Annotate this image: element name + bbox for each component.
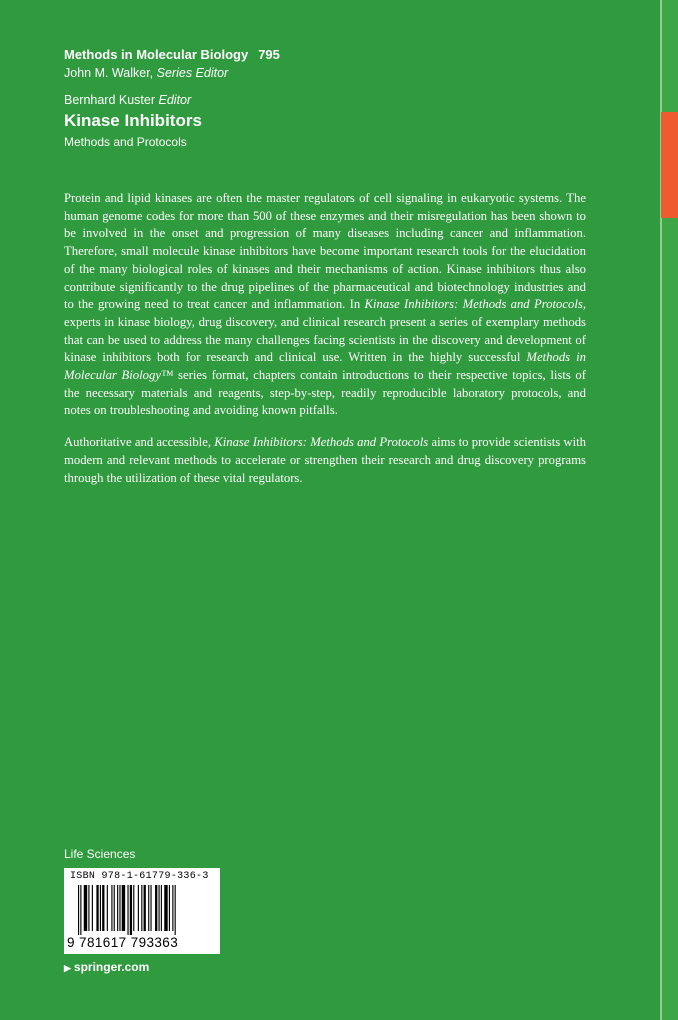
- blurb-p2-book-title: Kinase Inhibitors: Methods and Protocols: [214, 435, 429, 450]
- barcode-bar: [150, 885, 151, 931]
- publisher-website[interactable]: [64, 960, 149, 974]
- book-subtitle: Methods and Protocols: [64, 135, 187, 149]
- series-editor: [64, 64, 624, 82]
- barcode-bar: [111, 885, 112, 931]
- barcode-bar: [92, 885, 93, 931]
- blurb-p1-book-title: Kinase Inhibitors: Methods and Protocols,: [364, 297, 586, 312]
- barcode-bar: [144, 885, 146, 931]
- cover-header: [64, 46, 624, 151]
- barcode-bar: [133, 885, 134, 931]
- series-line: [64, 46, 624, 64]
- series-editor-role: Series Editor: [156, 66, 229, 80]
- barcode-bar: [119, 885, 120, 931]
- blurb-p1-text-c: series format, chapters contain introductions to their respective topics, lists of the necessary materials and reagents, step-by-step, readily reproducible laboratory protocols, and notes on troubleshooting and avoiding known pitfalls.: [64, 368, 586, 418]
- blurb-p1-series-name: Methods in Molecular Biology™: [64, 350, 586, 383]
- barcode-bar: [117, 885, 118, 931]
- barcode-bar: [88, 885, 89, 931]
- barcode-bar: [175, 885, 176, 935]
- barcode-bar: [159, 885, 160, 931]
- barcode-bar: [148, 885, 149, 931]
- barcode-bar: [84, 885, 87, 931]
- barcode-bar: [80, 885, 81, 935]
- series-editor-name: John M. Walker,: [64, 66, 154, 80]
- series-volume: 795: [258, 47, 280, 62]
- blurb-p2-text-b: aims to provide scientists with modern and relevant methods to accelerate or strengthen their research and drug discovery programs through the utilization of these vital regulators.: [64, 435, 586, 485]
- barcode-bar: [96, 885, 98, 931]
- editor-name: Bernhard Kuster: [64, 93, 156, 107]
- blurb-paragraph-1: [64, 190, 586, 420]
- barcode-bar: [100, 885, 101, 931]
- barcode-bar: [161, 885, 162, 931]
- blurb-p2-text-a: Authoritative and accessible,: [64, 435, 215, 450]
- blurb-paragraph-2: [64, 434, 586, 487]
- barcode-bar: [114, 885, 115, 931]
- spine-color-accent: [661, 112, 678, 218]
- barcode-bars: [78, 885, 208, 935]
- isbn-barcode: [64, 868, 220, 954]
- barcode-bar: [78, 885, 79, 935]
- barcode-bar: [130, 885, 132, 935]
- blurb-p1-text-b: experts in kinase biology, drug discovery, and clinical research present a series of exemplary methods that can be used to address the many challenges facing scientists in the discovery and development of kinase inhibitors both for research and clinical use. Written in the highly successful: [64, 314, 586, 365]
- play-arrow-icon: ▶: [64, 963, 71, 973]
- website-label: springer.com: [73, 960, 150, 974]
- barcode-bar: [172, 885, 173, 931]
- barcode-bar: [141, 885, 142, 931]
- blurb-p1-text-a: Protein and lipid kinases are often the master regulators of cell signaling in eukaryotic systems. The human genome codes for more than 500 of these enzymes and their misregulation has been shown to be involved in the onset and progression of many diseases including cancer and inflammation. Therefore, small molecule kinase inhibitors have become important research tools for the elucidation of the many biological roles of kinases and their mechanisms of action. Kinase inhibitors thus also contribute significantly to the drug pipelines of the pharmaceutical and biotechnology industries and to the growing need to treat cancer and inflammation. In: [64, 191, 586, 312]
- barcode-bar: [107, 885, 108, 931]
- ean-digits: 9 781617 793363: [67, 935, 179, 950]
- barcode-bar: [169, 885, 170, 931]
- barcode-bar: [122, 885, 125, 931]
- barcode-bar: [127, 885, 128, 935]
- barcode-bar: [138, 885, 139, 931]
- editor-role: Editor: [158, 93, 192, 107]
- blurb: [64, 190, 586, 501]
- book-editor: [64, 92, 624, 109]
- series-name: Methods in Molecular Biology: [64, 47, 249, 62]
- barcode-bar: [102, 885, 104, 931]
- barcode-bar: [155, 885, 157, 931]
- book-title: Kinase Inhibitors: [64, 111, 202, 130]
- barcode-bar: [164, 885, 167, 931]
- isbn-label: ISBN 978-1-61779-336-3: [70, 871, 209, 882]
- category-label: Life Sciences: [64, 847, 136, 861]
